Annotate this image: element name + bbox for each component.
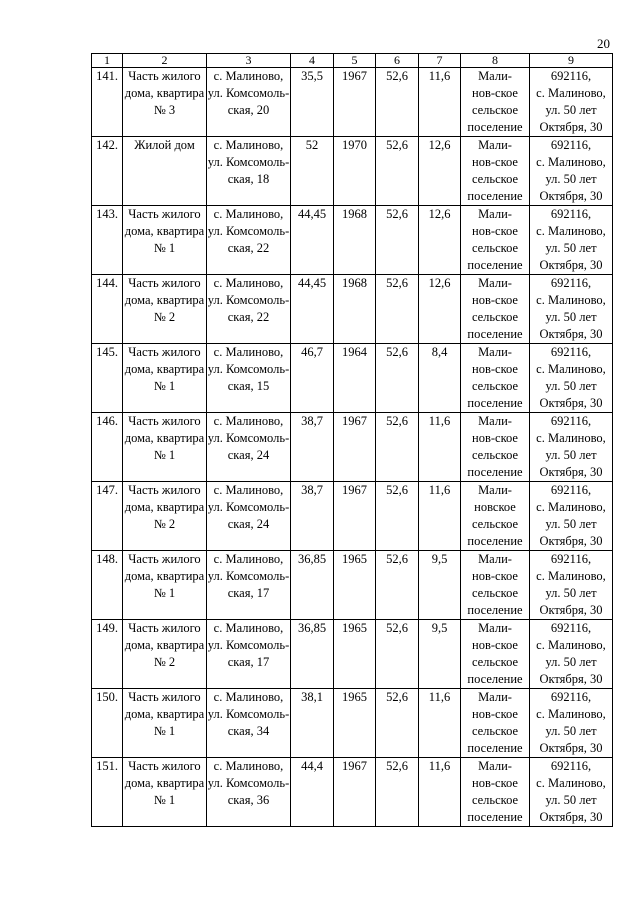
address-cell-line: с. Малиново, — [213, 345, 284, 359]
table-row — [92, 206, 613, 275]
object-name-cell — [123, 413, 207, 482]
table-header — [92, 54, 613, 68]
column-7-cell: 11,6 — [419, 758, 461, 827]
owner-cell-line: новское — [474, 500, 516, 514]
owner-address-cell — [530, 68, 613, 137]
object-name-cell-line: дома, квартира — [124, 707, 205, 721]
owner-address-cell-line: ул. 50 лет — [545, 172, 597, 186]
object-name-cell-line: Часть жилого — [128, 276, 201, 290]
object-name-cell-line: Жилой дом — [134, 138, 195, 152]
object-name-cell-line: № 2 — [153, 655, 176, 669]
column-header-8: 8 — [461, 54, 530, 68]
owner-cell-line: сельское — [471, 310, 519, 324]
column-6-cell: 52,6 — [376, 344, 419, 413]
owner-address-cell-line: Октября, 30 — [539, 672, 603, 686]
owner-address-cell-line: 692116, — [550, 276, 592, 290]
object-name-cell-line: Часть жилого — [128, 207, 201, 221]
owner-cell — [461, 344, 530, 413]
owner-cell-line: нов-ское — [472, 776, 518, 790]
owner-cell-line: сельское — [471, 448, 519, 462]
owner-cell-line: поселение — [467, 189, 523, 203]
object-name-cell — [123, 206, 207, 275]
address-cell-line: ская, 24 — [227, 448, 270, 462]
object-name-cell — [123, 689, 207, 758]
owner-cell-line: Мали- — [478, 759, 512, 773]
address-cell — [207, 413, 291, 482]
owner-cell-line: сельское — [471, 241, 519, 255]
area-cell: 44,45 — [291, 275, 334, 344]
address-cell-line: с. Малиново, — [213, 690, 284, 704]
address-cell-line: с. Малиново, — [213, 483, 284, 497]
owner-address-cell-line: Октября, 30 — [539, 741, 603, 755]
address-cell — [207, 206, 291, 275]
owner-cell-line: нов-ское — [472, 362, 518, 376]
owner-address-cell — [530, 551, 613, 620]
column-6-cell: 52,6 — [376, 689, 419, 758]
owner-address-cell-line: 692116, — [550, 552, 592, 566]
table-row — [92, 758, 613, 827]
owner-address-cell-line: с. Малиново, — [536, 776, 606, 790]
object-name-cell-line: № 1 — [153, 793, 176, 807]
object-name-cell — [123, 137, 207, 206]
row-number-cell: 143. — [92, 206, 123, 275]
owner-address-cell — [530, 758, 613, 827]
owner-address-cell-line: Октября, 30 — [539, 810, 603, 824]
owner-address-cell-line: Октября, 30 — [539, 189, 603, 203]
owner-cell-line: Мали- — [478, 552, 512, 566]
address-cell — [207, 689, 291, 758]
object-name-cell — [123, 275, 207, 344]
column-6-cell: 52,6 — [376, 551, 419, 620]
column-6-cell: 52,6 — [376, 137, 419, 206]
column-7-cell: 11,6 — [419, 68, 461, 137]
owner-cell-line: поселение — [467, 465, 523, 479]
owner-address-cell — [530, 206, 613, 275]
column-header-2: 2 — [123, 54, 207, 68]
column-7-cell: 12,6 — [419, 137, 461, 206]
column-header-6: 6 — [376, 54, 419, 68]
column-header-3: 3 — [207, 54, 291, 68]
row-number-cell: 142. — [92, 137, 123, 206]
object-name-cell-line: дома, квартира — [124, 86, 205, 100]
object-name-cell — [123, 758, 207, 827]
column-7-cell: 8,4 — [419, 344, 461, 413]
owner-address-cell-line: 692116, — [550, 138, 592, 152]
table-row — [92, 137, 613, 206]
table-row — [92, 68, 613, 137]
owner-cell-line: нов-ское — [472, 86, 518, 100]
owner-cell-line: сельское — [471, 103, 519, 117]
address-cell-line: ская, 17 — [227, 586, 270, 600]
address-cell-line: ская, 18 — [227, 172, 270, 186]
column-6-cell: 52,6 — [376, 206, 419, 275]
owner-address-cell-line: Октября, 30 — [539, 327, 603, 341]
year-cell: 1968 — [334, 206, 376, 275]
column-7-cell: 12,6 — [419, 275, 461, 344]
page-number: 20 — [597, 36, 610, 51]
object-name-cell-line: дома, квартира — [124, 638, 205, 652]
object-name-cell-line: № 1 — [153, 379, 176, 393]
owner-cell-line: Мали- — [478, 414, 512, 428]
object-name-cell-line: Часть жилого — [128, 483, 201, 497]
address-cell-line: ул. Комсомоль- — [207, 569, 290, 583]
year-cell: 1967 — [334, 482, 376, 551]
address-cell-line: ская, 22 — [227, 241, 270, 255]
object-name-cell-line: № 1 — [153, 586, 176, 600]
owner-address-cell-line: Октября, 30 — [539, 603, 603, 617]
owner-address-cell-line: ул. 50 лет — [545, 103, 597, 117]
object-name-cell-line: дома, квартира — [124, 224, 205, 238]
owner-cell-line: Мали- — [478, 69, 512, 83]
owner-cell-line: поселение — [467, 672, 523, 686]
object-name-cell-line: № 1 — [153, 724, 176, 738]
owner-cell-line: сельское — [471, 172, 519, 186]
column-number-row — [92, 54, 613, 68]
year-cell: 1970 — [334, 137, 376, 206]
address-cell-line: с. Малиново, — [213, 276, 284, 290]
column-6-cell: 52,6 — [376, 275, 419, 344]
row-number-cell: 151. — [92, 758, 123, 827]
year-cell: 1967 — [334, 758, 376, 827]
owner-address-cell-line: ул. 50 лет — [545, 517, 597, 531]
table-row — [92, 413, 613, 482]
owner-address-cell-line: с. Малиново, — [536, 362, 606, 376]
address-cell — [207, 275, 291, 344]
object-name-cell-line: дома, квартира — [124, 500, 205, 514]
address-cell-line: ул. Комсомоль- — [207, 224, 290, 238]
address-cell-line: с. Малиново, — [213, 414, 284, 428]
column-6-cell: 52,6 — [376, 482, 419, 551]
owner-cell-line: Мали- — [478, 207, 512, 221]
year-cell: 1965 — [334, 689, 376, 758]
row-number-cell: 147. — [92, 482, 123, 551]
owner-address-cell-line: с. Малиново, — [536, 155, 606, 169]
owner-address-cell — [530, 344, 613, 413]
owner-address-cell-line: с. Малиново, — [536, 500, 606, 514]
column-header-1: 1 — [92, 54, 123, 68]
owner-address-cell-line: с. Малиново, — [536, 569, 606, 583]
owner-cell — [461, 275, 530, 344]
owner-address-cell-line: ул. 50 лет — [545, 724, 597, 738]
owner-address-cell-line: 692116, — [550, 414, 592, 428]
table-row — [92, 344, 613, 413]
owner-cell-line: поселение — [467, 120, 523, 134]
owner-cell-line: поселение — [467, 258, 523, 272]
owner-address-cell-line: с. Малиново, — [536, 224, 606, 238]
object-name-cell — [123, 344, 207, 413]
owner-address-cell-line: Октября, 30 — [539, 120, 603, 134]
object-name-cell-line: № 1 — [153, 241, 176, 255]
column-7-cell: 9,5 — [419, 620, 461, 689]
year-cell: 1967 — [334, 68, 376, 137]
owner-address-cell — [530, 275, 613, 344]
year-cell: 1965 — [334, 620, 376, 689]
column-7-cell: 11,6 — [419, 689, 461, 758]
owner-cell — [461, 620, 530, 689]
address-cell — [207, 551, 291, 620]
address-cell-line: с. Малиново, — [213, 759, 284, 773]
owner-address-cell-line: с. Малиново, — [536, 86, 606, 100]
area-cell: 46,7 — [291, 344, 334, 413]
owner-cell-line: сельское — [471, 586, 519, 600]
area-cell: 52 — [291, 137, 334, 206]
owner-cell — [461, 413, 530, 482]
column-6-cell: 52,6 — [376, 758, 419, 827]
area-cell: 44,45 — [291, 206, 334, 275]
address-cell-line: с. Малиново, — [213, 138, 284, 152]
owner-cell — [461, 482, 530, 551]
table-row — [92, 689, 613, 758]
area-cell: 36,85 — [291, 551, 334, 620]
property-registry-table — [91, 53, 613, 827]
owner-cell — [461, 206, 530, 275]
column-header-5: 5 — [334, 54, 376, 68]
address-cell-line: ская, 24 — [227, 517, 270, 531]
owner-cell-line: Мали- — [478, 138, 512, 152]
address-cell-line: ул. Комсомоль- — [207, 776, 290, 790]
address-cell-line: ул. Комсомоль- — [207, 362, 290, 376]
owner-address-cell-line: Октября, 30 — [539, 258, 603, 272]
owner-cell-line: нов-ское — [472, 638, 518, 652]
owner-cell-line: нов-ское — [472, 431, 518, 445]
year-cell: 1967 — [334, 413, 376, 482]
owner-cell — [461, 68, 530, 137]
table-row — [92, 275, 613, 344]
object-name-cell-line: Часть жилого — [128, 759, 201, 773]
address-cell-line: с. Малиново, — [213, 69, 284, 83]
owner-address-cell-line: 692116, — [550, 69, 592, 83]
owner-address-cell-line: с. Малиново, — [536, 707, 606, 721]
column-7-cell: 9,5 — [419, 551, 461, 620]
object-name-cell — [123, 68, 207, 137]
owner-address-cell-line: Октября, 30 — [539, 396, 603, 410]
owner-cell-line: Мали- — [478, 690, 512, 704]
object-name-cell-line: Часть жилого — [128, 345, 201, 359]
owner-cell-line: Мали- — [478, 621, 512, 635]
area-cell: 38,7 — [291, 413, 334, 482]
address-cell-line: ул. Комсомоль- — [207, 500, 290, 514]
owner-cell-line: сельское — [471, 793, 519, 807]
owner-address-cell-line: 692116, — [550, 621, 592, 635]
owner-address-cell-line: ул. 50 лет — [545, 448, 597, 462]
table-row — [92, 482, 613, 551]
owner-cell-line: поселение — [467, 810, 523, 824]
area-cell: 38,1 — [291, 689, 334, 758]
object-name-cell — [123, 551, 207, 620]
area-cell: 36,85 — [291, 620, 334, 689]
owner-address-cell-line: ул. 50 лет — [545, 241, 597, 255]
owner-address-cell-line: Октября, 30 — [539, 465, 603, 479]
owner-cell-line: поселение — [467, 603, 523, 617]
owner-cell-line: сельское — [471, 517, 519, 531]
address-cell-line: ская, 17 — [227, 655, 270, 669]
owner-address-cell-line: с. Малиново, — [536, 638, 606, 652]
owner-address-cell-line: 692116, — [550, 690, 592, 704]
object-name-cell-line: дома, квартира — [124, 362, 205, 376]
object-name-cell — [123, 482, 207, 551]
address-cell — [207, 344, 291, 413]
address-cell-line: ул. Комсомоль- — [207, 155, 290, 169]
address-cell-line: ул. Комсомоль- — [207, 638, 290, 652]
address-cell — [207, 620, 291, 689]
owner-address-cell-line: ул. 50 лет — [545, 793, 597, 807]
table-row — [92, 620, 613, 689]
owner-cell-line: нов-ское — [472, 569, 518, 583]
owner-cell-line: Мали- — [478, 345, 512, 359]
owner-cell — [461, 689, 530, 758]
address-cell — [207, 758, 291, 827]
row-number-cell: 141. — [92, 68, 123, 137]
address-cell-line: ская, 15 — [227, 379, 270, 393]
address-cell-line: с. Малиново, — [213, 552, 284, 566]
owner-cell-line: поселение — [467, 741, 523, 755]
column-header-7: 7 — [419, 54, 461, 68]
object-name-cell-line: дома, квартира — [124, 431, 205, 445]
column-6-cell: 52,6 — [376, 620, 419, 689]
object-name-cell-line: Часть жилого — [128, 690, 201, 704]
object-name-cell — [123, 620, 207, 689]
row-number-cell: 145. — [92, 344, 123, 413]
object-name-cell-line: Часть жилого — [128, 552, 201, 566]
address-cell-line: ская, 22 — [227, 310, 270, 324]
owner-address-cell — [530, 482, 613, 551]
owner-address-cell-line: ул. 50 лет — [545, 586, 597, 600]
address-cell-line: ул. Комсомоль- — [207, 293, 290, 307]
owner-cell-line: сельское — [471, 724, 519, 738]
area-cell: 38,7 — [291, 482, 334, 551]
owner-address-cell-line: 692116, — [550, 207, 592, 221]
object-name-cell-line: дома, квартира — [124, 569, 205, 583]
row-number-cell: 149. — [92, 620, 123, 689]
row-number-cell: 150. — [92, 689, 123, 758]
address-cell — [207, 482, 291, 551]
object-name-cell-line: № 3 — [153, 103, 176, 117]
owner-cell-line: сельское — [471, 379, 519, 393]
owner-address-cell — [530, 137, 613, 206]
owner-address-cell — [530, 620, 613, 689]
owner-address-cell-line: 692116, — [550, 345, 592, 359]
owner-cell-line: Мали- — [478, 276, 512, 290]
column-6-cell: 52,6 — [376, 413, 419, 482]
owner-address-cell-line: ул. 50 лет — [545, 655, 597, 669]
row-number-cell: 146. — [92, 413, 123, 482]
column-7-cell: 12,6 — [419, 206, 461, 275]
address-cell-line: ул. Комсомоль- — [207, 431, 290, 445]
object-name-cell-line: № 1 — [153, 448, 176, 462]
owner-address-cell-line: Октября, 30 — [539, 534, 603, 548]
object-name-cell-line: № 2 — [153, 310, 176, 324]
year-cell: 1968 — [334, 275, 376, 344]
address-cell-line: ская, 34 — [227, 724, 270, 738]
owner-address-cell-line: 692116, — [550, 759, 592, 773]
owner-address-cell-line: 692116, — [550, 483, 592, 497]
address-cell-line: с. Малиново, — [213, 207, 284, 221]
column-header-4: 4 — [291, 54, 334, 68]
year-cell: 1965 — [334, 551, 376, 620]
owner-address-cell-line: с. Малиново, — [536, 431, 606, 445]
owner-cell-line: нов-ское — [472, 707, 518, 721]
row-number-cell: 148. — [92, 551, 123, 620]
owner-address-cell-line: с. Малиново, — [536, 293, 606, 307]
owner-cell-line: нов-ское — [472, 224, 518, 238]
column-6-cell: 52,6 — [376, 68, 419, 137]
owner-cell-line: поселение — [467, 396, 523, 410]
area-cell: 44,4 — [291, 758, 334, 827]
owner-address-cell-line: ул. 50 лет — [545, 379, 597, 393]
address-cell-line: ул. Комсомоль- — [207, 707, 290, 721]
address-cell — [207, 68, 291, 137]
address-cell-line: с. Малиново, — [213, 621, 284, 635]
year-cell: 1964 — [334, 344, 376, 413]
owner-cell-line: Мали- — [478, 483, 512, 497]
row-number-cell: 144. — [92, 275, 123, 344]
owner-cell — [461, 758, 530, 827]
table-body — [92, 68, 613, 827]
object-name-cell-line: дома, квартира — [124, 293, 205, 307]
owner-address-cell — [530, 413, 613, 482]
owner-cell-line: поселение — [467, 327, 523, 341]
object-name-cell-line: № 2 — [153, 517, 176, 531]
table-row — [92, 551, 613, 620]
object-name-cell-line: дома, квартира — [124, 776, 205, 790]
owner-address-cell — [530, 689, 613, 758]
column-7-cell: 11,6 — [419, 413, 461, 482]
address-cell — [207, 137, 291, 206]
area-cell: 35,5 — [291, 68, 334, 137]
owner-cell-line: поселение — [467, 534, 523, 548]
owner-address-cell-line: ул. 50 лет — [545, 310, 597, 324]
owner-cell-line: сельское — [471, 655, 519, 669]
column-header-9: 9 — [530, 54, 613, 68]
owner-cell-line: нов-ское — [472, 293, 518, 307]
object-name-cell-line: Часть жилого — [128, 621, 201, 635]
owner-cell-line: нов-ское — [472, 155, 518, 169]
address-cell-line: ская, 36 — [227, 793, 270, 807]
column-7-cell: 11,6 — [419, 482, 461, 551]
owner-cell — [461, 137, 530, 206]
address-cell-line: ул. Комсомоль- — [207, 86, 290, 100]
owner-cell — [461, 551, 530, 620]
address-cell-line: ская, 20 — [227, 103, 270, 117]
object-name-cell-line: Часть жилого — [128, 414, 201, 428]
object-name-cell-line: Часть жилого — [128, 69, 201, 83]
